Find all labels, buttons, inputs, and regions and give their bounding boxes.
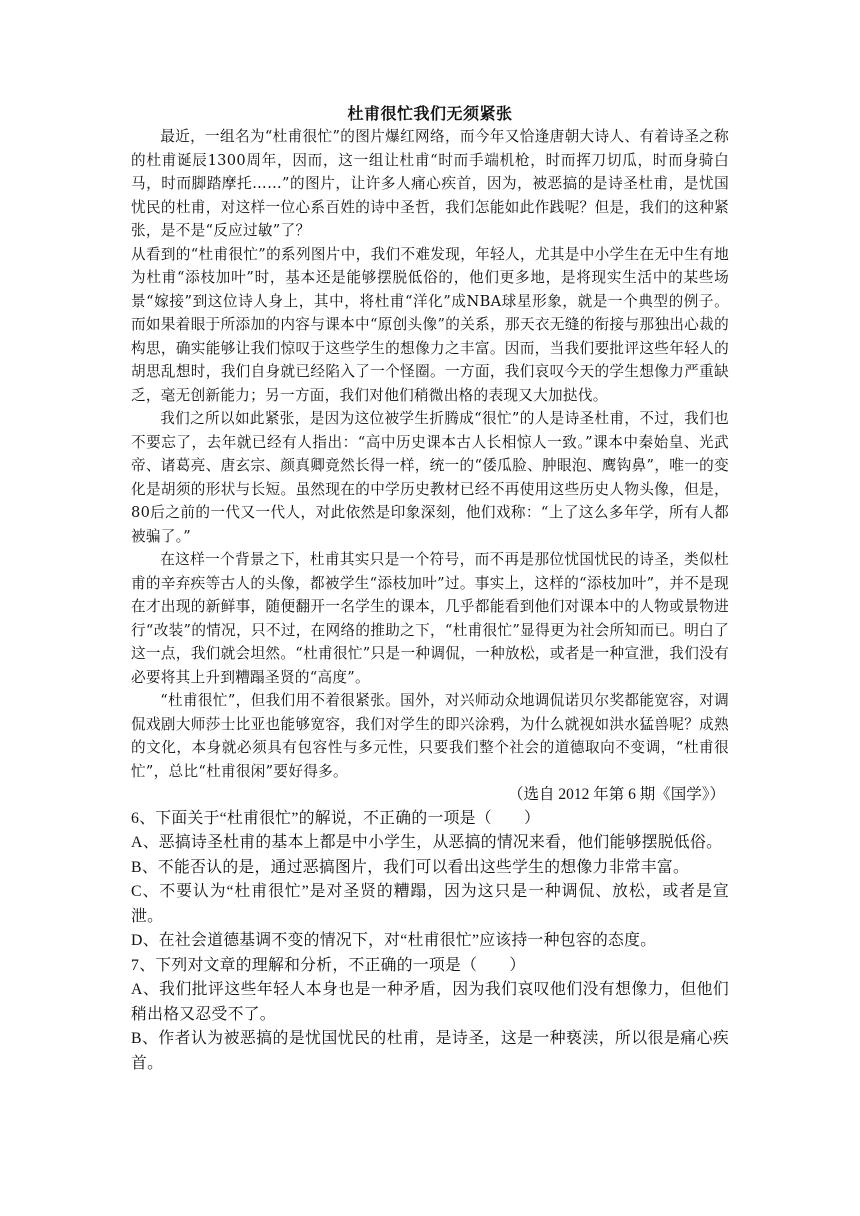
question-option-a: A、我们批评这些年轻人本身也是一种矛盾，因为我们哀叹他们没有想像力，但他们稍出格又忍受不了。 <box>131 981 729 1023</box>
article-paragraph: 从看到的“杜甫很忙”的系列图片中，我们不难发现，年轻人，尤其是中小学生在无中生有地为杜甫“添枝加叶”时，基本还是能够摆脱低俗的，他们更多地，是将现实生活中的某些场景“嫁接”到这位诗人身上，其中，将杜甫“洋化”成NBA球星形象，就是一个典型的例子。而如果着眼于所添加的内容与课本中“原创头像”的关系，那天衣无缝的衔接与那独出心裁的构思，确实能够让我们惊叹于这些学生的想像力之丰富。因而，当我们要批评这些年轻人的胡思乱想时，我们自身就已经陷入了一个怪圈。一方面，我们哀叹今天的学生想像力严重缺乏，毫无创新能力；另一方面，我们对他们稍微出格的表现又大加挞伐。 <box>131 245 729 404</box>
article-paragraph: “杜甫很忙”，但我们用不着很紧张。国外，对兴师动众地调侃诺贝尔奖都能宽容，对调侃戏剧大师莎士比亚也能够宽容，我们对学生的即兴涂鸦，为什么就视如洪水猛兽呢？成熟的文化，本身就必须具有包容性与多元性，只要我们整个社会的道德取向不变调，“杜甫很忙”，总比“杜甫很闲”要好得多。 <box>131 692 729 780</box>
article-paragraph: 最近，一组名为“杜甫很忙”的图片爆红网络，而今年又恰逢唐朝大诗人、有着诗圣之称的杜甫诞辰1300周年，因而，这一组让杜甫“时而手端机枪，时而挥刀切瓜，时而身骑白马，时而脚踏摩托……”的图片，让许多人痛心疾首，因为，被恶搞的是诗圣杜甫，是忧国忧民的杜甫，对这样一位心系百姓的诗中圣哲，我们怎能如此作践呢？但是，我们的这种紧张，是不是“反应过敏”了？ <box>131 128 729 239</box>
article-body <box>131 125 729 783</box>
article-paragraph: 在这样一个背景之下，杜甫其实只是一个符号，而不再是那位忧国忧民的诗圣，类似杜甫的辛弃疾等古人的头像，都被学生“添枝加叶”过。事实上，这样的“添枝加叶”，并不是现在才出现的新鲜事，随便翻开一名学生的课本，几乎都能看到他们对课本中的人物或景物进行“改装”的情况，只不过，在网络的推助之下，“杜甫很忙”显得更为社会所知而已。明白了这一点，我们就会坦然。“杜甫很忙”只是一种调侃，一种放松，或者是一种宣泄，我们没有必要将其上升到糟蹋圣贤的“高度”。 <box>131 551 729 686</box>
document-page <box>131 103 729 1076</box>
question-option-c: C、不要认为“杜甫很忙”是对圣贤的糟蹋，因为这只是一种调侃、放松，或者是宣泄。 <box>131 883 729 925</box>
question-7 <box>131 954 729 1077</box>
question-option-a: A、恶搞诗圣杜甫的基本上都是中小学生，从恶搞的情况来看，他们能够摆脱低俗。 <box>131 834 723 851</box>
question-6 <box>131 807 729 954</box>
question-option-b: B、不能否认的是，通过恶搞图片，我们可以看出这些学生的想像力非常丰富。 <box>131 858 690 876</box>
question-stem: 7、下列对文章的理解和分析，不正确的一项是（ ） <box>131 956 526 974</box>
article-paragraph: 我们之所以如此紧张，是因为这位被学生折腾成“很忙”的人是诗圣杜甫，不过，我们也不要忘了，去年就已经有人指出：“高中历史课本古人长相惊人一致。”课本中秦始皇、光武帝、诸葛亮、唐玄宗、颜真卿竟然长得一样，统一的“倭瓜脸、肿眼泡、鹰钩鼻”，唯一的变化是胡须的形状与长短。虽然现在的中学历史教材已经不再使用这些历史人物头像，但是，80后之前的一代又一代人，对此依然是印象深刻，他们戏称：“上了这么多年学，所有人都被骗了。” <box>131 410 729 545</box>
article-source: （选自 2012 年第 6 期《国学》） <box>507 786 725 803</box>
article-title: 杜甫很忙我们无须紧张 <box>347 104 513 123</box>
question-option-b: B、作者认为被恶搞的是忧国忧民的杜甫，是诗圣，这是一种亵渎，所以很是痛心疾首。 <box>131 1030 729 1072</box>
question-option-d: D、在社会道德基调不变的情况下，对“杜甫很忙”应该持一种包容的态度。 <box>131 932 657 949</box>
question-stem: 6、下面关于“杜甫很忙”的解说，不正确的一项是（ ） <box>131 809 541 827</box>
question-list <box>131 807 729 1077</box>
